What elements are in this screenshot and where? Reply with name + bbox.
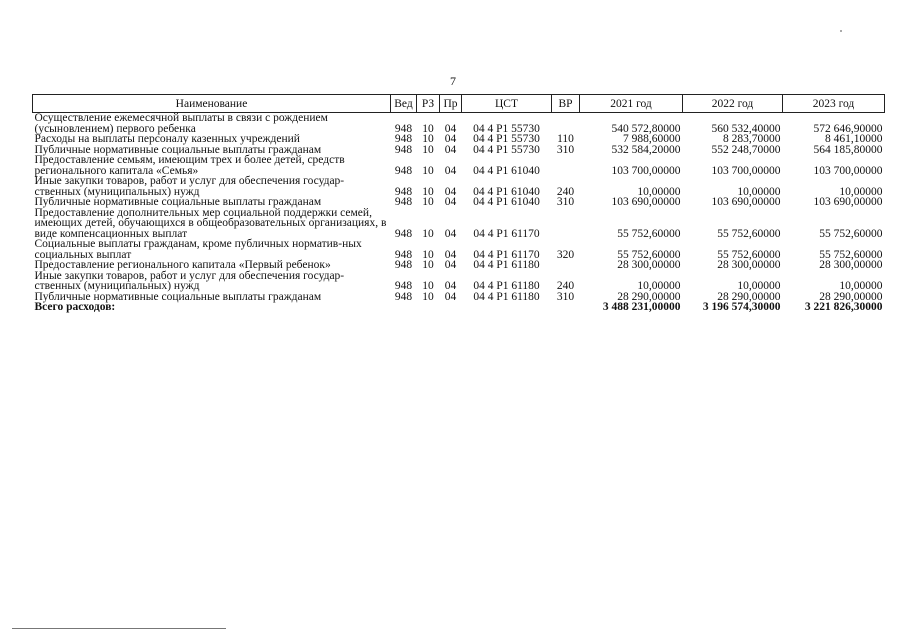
cell-2023: 572 646,90000 [813, 122, 883, 135]
cell-ved: 948 [394, 133, 413, 145]
cell-2021: 540 572,80000 [611, 122, 681, 135]
cell-cst: 04 4 P1 61180 [473, 259, 540, 271]
cell-pr: 04 [444, 185, 457, 198]
cell-rz: 10 [422, 164, 434, 177]
cell-vr [552, 155, 580, 176]
cell-2023: 28 290,00000 [819, 290, 883, 303]
cell-2022: 103 700,00000 [711, 164, 781, 177]
cell-2023: 8 461,10000 [825, 133, 883, 145]
cell-name: Предоставление семьям, имеющим трех и более детей, средств регионального капитала «Семья» [34, 154, 345, 177]
cell-pr: 04 [444, 143, 457, 156]
cell-rz: 10 [422, 259, 434, 271]
cell-2021: 55 752,60000 [617, 248, 681, 261]
cell-cst: 04 4 P1 61040 [473, 185, 540, 198]
cell-2021: 55 752,60000 [617, 227, 681, 240]
cell-name: Социальные выплаты гражданам, кроме публичных норматив-ных социальных выплат [34, 238, 362, 261]
cell-cst: 04 4 P1 55730 [473, 143, 540, 156]
total-2021: 3 488 231,00000 [602, 301, 681, 313]
cell-2022: 55 752,60000 [717, 227, 781, 240]
header-2023: 2023 год [783, 95, 885, 113]
cell-pr: 04 [444, 196, 457, 208]
cell-ved: 948 [394, 143, 413, 156]
cell-name: Предоставление дополнительных мер социальной поддержки семей, имеющих детей, обучающихся в общеобразовательных организациях, в виде компенсационных выплат [34, 206, 387, 240]
total-row [33, 302, 885, 313]
header-pr: Пр [440, 95, 462, 113]
cell-ved: 948 [394, 280, 413, 292]
cell-name: Предоставление регионального капитала «Первый ребенок» [34, 259, 331, 271]
cell-name: Публичные нормативные социальные выплаты гражданам [34, 196, 322, 208]
header-vr: ВР [552, 95, 580, 113]
cell-name: Осуществление ежемесячной выплаты в связи с рождением (усыновлением) первого ребенка [34, 112, 328, 135]
cell-vr: 240 [556, 185, 575, 198]
table-row [33, 271, 885, 292]
cell-vr: 320 [556, 248, 575, 261]
cell-rz: 10 [422, 227, 434, 240]
footer-rule [12, 628, 226, 629]
cell-cst: 04 4 P1 61170 [473, 248, 540, 261]
cell-cst: 04 4 P1 55730 [473, 122, 540, 135]
table-row [33, 134, 885, 145]
cell-2022: 55 752,60000 [717, 248, 781, 261]
cell-2022: 10,00000 [737, 185, 781, 198]
header-ved: Вед [391, 95, 417, 113]
cell-name: Иные закупки товаров, работ и услуг для обеспечения государ-ственных (муниципальных) нужд [34, 269, 345, 292]
cell-vr [552, 113, 580, 135]
header-cst: ЦСТ [462, 95, 552, 113]
cell-2023: 10,00000 [839, 185, 883, 198]
cell-vr [552, 208, 580, 240]
cell-pr: 04 [444, 133, 457, 145]
cell-2022: 552 248,70000 [711, 143, 781, 156]
cell-2023: 103 690,00000 [813, 196, 883, 208]
cell-cst: 04 4 P1 61170 [473, 227, 540, 240]
cell-vr: 310 [556, 290, 575, 303]
total-label: Всего расходов: [34, 301, 116, 313]
cell-ved: 948 [394, 259, 413, 271]
total-blank-ved [391, 302, 417, 313]
cell-rz: 10 [422, 196, 434, 208]
cell-cst: 04 4 P1 61180 [473, 290, 540, 303]
cell-rz: 10 [422, 280, 434, 292]
cell-cst: 04 4 P1 61040 [473, 196, 540, 208]
cell-pr: 04 [444, 227, 457, 240]
cell-pr: 04 [444, 122, 457, 135]
cell-name: Публичные нормативные социальные выплаты гражданам [34, 290, 322, 303]
cell-ved: 948 [394, 290, 413, 303]
cell-name: Публичные нормативные социальные выплаты гражданам [34, 143, 322, 156]
cell-vr: 110 [557, 133, 574, 145]
cell-2022: 8 283,70000 [723, 133, 781, 145]
table-row [33, 197, 885, 208]
cell-rz: 10 [422, 122, 434, 135]
cell-2021: 28 290,00000 [617, 290, 681, 303]
cell-cst: 04 4 P1 55730 [473, 133, 540, 145]
cell-ved: 948 [394, 185, 413, 198]
cell-2023: 103 700,00000 [813, 164, 883, 177]
cell-2023: 28 300,00000 [819, 259, 883, 271]
cell-2021: 7 988,60000 [623, 133, 681, 145]
cell-pr: 04 [444, 164, 457, 177]
table-row [33, 113, 885, 135]
table-row [33, 176, 885, 197]
header-2021: 2021 год [580, 95, 683, 113]
cell-2021: 532 584,20000 [611, 143, 681, 156]
cell-2023: 564 185,80000 [813, 143, 883, 156]
cell-2021: 103 690,00000 [611, 196, 681, 208]
total-blank-cst [462, 302, 552, 313]
cell-name: Иные закупки товаров, работ и услуг для обеспечения государ-ственных (муниципальных) нужд [34, 175, 345, 198]
table-row [33, 155, 885, 176]
scan-speck [840, 30, 842, 32]
total-2023: 3 221 826,30000 [804, 301, 883, 313]
cell-rz: 10 [422, 185, 434, 198]
cell-2022: 10,00000 [737, 280, 781, 292]
cell-ved: 948 [394, 248, 413, 261]
cell-ved: 948 [394, 196, 413, 208]
table-header-row [33, 95, 885, 113]
cell-2022: 103 690,00000 [711, 196, 781, 208]
table-body [33, 113, 885, 303]
header-rz: РЗ [417, 95, 440, 113]
cell-vr [552, 260, 580, 271]
cell-rz: 10 [422, 133, 434, 145]
cell-pr: 04 [444, 280, 457, 292]
cell-vr: 310 [556, 143, 575, 156]
cell-2023: 55 752,60000 [819, 248, 883, 261]
cell-2021: 28 300,00000 [617, 259, 681, 271]
total-2022: 3 196 574,30000 [702, 301, 781, 313]
cell-rz: 10 [422, 248, 434, 261]
cell-rz: 10 [422, 290, 434, 303]
cell-ved: 948 [394, 164, 413, 177]
cell-2023: 55 752,60000 [819, 227, 883, 240]
table-row [33, 260, 885, 271]
budget-table [32, 94, 885, 313]
total-blank-vr [552, 302, 580, 313]
header-2022: 2022 год [683, 95, 783, 113]
cell-2022: 560 532,40000 [711, 122, 781, 135]
cell-ved: 948 [394, 122, 413, 135]
cell-pr: 04 [444, 248, 457, 261]
cell-2021: 103 700,00000 [611, 164, 681, 177]
cell-cst: 04 4 P1 61040 [473, 164, 540, 177]
cell-2021: 10,00000 [637, 185, 681, 198]
cell-rz: 10 [422, 143, 434, 156]
cell-2021: 10,00000 [637, 280, 681, 292]
total-blank-pr [440, 302, 462, 313]
cell-2023: 10,00000 [839, 280, 883, 292]
cell-ved: 948 [394, 227, 413, 240]
table-row [33, 208, 885, 240]
cell-2022: 28 290,00000 [717, 290, 781, 303]
cell-vr: 310 [556, 196, 575, 208]
cell-vr: 240 [556, 280, 575, 292]
table-row [33, 239, 885, 260]
cell-name: Расходы на выплаты персоналу казенных учреждений [34, 133, 300, 145]
page-number: 7 [450, 74, 456, 88]
cell-cst: 04 4 P1 61180 [473, 280, 540, 292]
header-name: Наименование [33, 95, 391, 113]
cell-pr: 04 [444, 290, 457, 303]
cell-pr: 04 [444, 259, 457, 271]
cell-2022: 28 300,00000 [717, 259, 781, 271]
total-blank-rz [417, 302, 440, 313]
